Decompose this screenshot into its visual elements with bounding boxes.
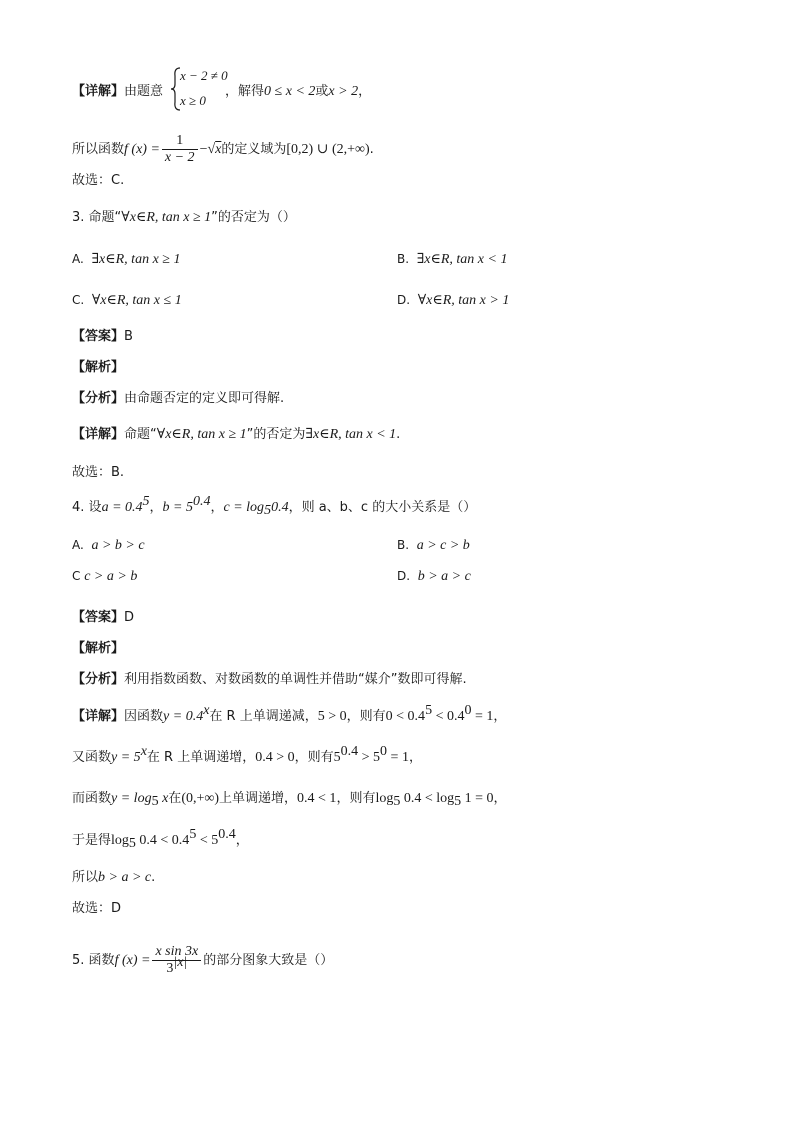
d3-in: 在	[168, 791, 182, 806]
d1-fn-sup: x	[203, 703, 210, 718]
answer-tag: 【答案】	[72, 610, 125, 625]
q4-c-tail: 0.4	[271, 500, 289, 515]
d2-cond: 0.4 > 0	[255, 750, 295, 765]
q4-option-c	[72, 566, 137, 587]
q5-number: 5.	[72, 953, 85, 968]
d5-end: .	[151, 870, 156, 885]
answer-value: D	[124, 610, 135, 625]
option-expr: ∀x∈R, tan x ≤ 1	[91, 293, 182, 308]
d1-fn: y = 0.4	[163, 709, 204, 724]
q4-b: b = 5	[162, 500, 193, 515]
q4-analysis	[72, 639, 124, 659]
option-label: A.	[72, 538, 84, 552]
d3-cond: 0.4 < 1	[297, 791, 337, 806]
q4-option-a	[72, 535, 145, 556]
q4-answer	[72, 608, 134, 628]
q5-fx: f (x) =	[114, 953, 151, 968]
option-expr: a > c > b	[416, 538, 470, 553]
d1-res2-sup: 0	[464, 703, 472, 718]
fraction	[162, 133, 198, 166]
domain-line	[72, 133, 374, 166]
analysis-tag: 【解析】	[72, 360, 125, 375]
d4-pre: 于是得	[72, 833, 112, 848]
d3-fn-sub: 5	[151, 794, 159, 809]
detail-prop: ∀x∈R, tan x ≥ 1	[156, 427, 247, 442]
q4-c: c = log	[223, 500, 265, 515]
detail-pre: 命题“	[124, 427, 157, 442]
question-4: 4. 设$a = 0.4^5$，$b = 5^{0.4}$，$c = \log_50.4$，则 a、b、c 的大小关系是（）	[72, 494, 477, 518]
detail-neg: ∃x∈R, tan x < 1	[305, 427, 397, 442]
d2-res2: > 5	[358, 750, 381, 765]
d5-expr: b > a > c	[98, 870, 152, 885]
q4-b-sup: 0.4	[192, 494, 211, 509]
option-expr: ∀x∈R, tan x > 1	[417, 293, 510, 308]
d3-end: ，	[493, 791, 507, 806]
q3-number: 3.	[72, 210, 85, 225]
d3-res: log	[375, 791, 394, 806]
option-expr: a > b > c	[91, 538, 145, 553]
d3-res3: 1 = 0	[461, 791, 494, 806]
q4-fenxi	[72, 670, 467, 690]
q4-c-sub: 5	[264, 503, 272, 518]
q3-analysis	[72, 358, 124, 378]
q4-detail-3	[72, 789, 507, 809]
domain-expr: [0,2) ∪ (2,+∞)	[286, 142, 370, 157]
fenxi-text: 由命题否定的定义即可得解.	[124, 391, 285, 406]
d2-fn: y = 5	[111, 750, 141, 765]
q4-option-b	[397, 535, 470, 556]
fraction-numerator: 1	[162, 133, 198, 150]
d4-b: 0.4 < 0.4	[135, 833, 190, 848]
detail-tag: 【详解】	[72, 709, 125, 724]
fenxi-text: 利用指数函数、对数函数的单调性并借助“媒介”数即可得解.	[124, 672, 467, 687]
option-label: A.	[72, 252, 84, 266]
d4-a-sub: 5	[128, 836, 136, 851]
d3-fn-tail: x	[158, 791, 169, 806]
q4-a: a = 0.4	[101, 500, 143, 515]
system-eq-2: x ≥ 0	[180, 93, 206, 108]
domain-mid: 的定义域为	[221, 142, 287, 157]
d1-then: ，则有	[346, 709, 386, 724]
d3-interval: (0,+∞)	[181, 791, 220, 806]
option-expr: c > a > b	[84, 569, 138, 584]
d1-mid: 在 R 上单调递减，	[209, 709, 318, 724]
q3-choose: 故选：B.	[72, 465, 125, 480]
q3-option-c	[72, 290, 182, 311]
q3-pre: 命题“	[88, 210, 122, 225]
q3-answer	[72, 327, 133, 347]
d5-pre: 所以	[72, 870, 99, 885]
d4-c: < 5	[196, 833, 219, 848]
q4-detail-2	[72, 744, 422, 768]
function-f: f (x) =	[124, 142, 160, 157]
d1-res2: < 0.4	[432, 709, 465, 724]
detail-tag: 【详解】	[72, 427, 125, 442]
q5-pre: 函数	[88, 953, 115, 968]
option-expr: ∃x∈R, tan x ≥ 1	[91, 252, 181, 267]
d1-cond: 5 > 0	[317, 709, 347, 724]
q3-option-d	[397, 290, 509, 311]
option-label: B.	[397, 252, 410, 266]
q3-post: ”的否定为（）	[211, 210, 296, 225]
d3-res2-sub: 5	[454, 794, 462, 809]
q3-option-b	[397, 249, 507, 270]
d2-res: 5	[333, 750, 341, 765]
q4-pre: 设	[88, 500, 102, 515]
d2-end: ，	[408, 750, 422, 765]
option-label: B.	[397, 538, 410, 552]
d2-then: ，则有	[294, 750, 334, 765]
d3-pre: 而函数	[72, 791, 112, 806]
solution-1: 0 ≤ x < 2	[264, 84, 316, 99]
q5-den-base: 3	[166, 961, 174, 976]
detail-end: ，	[358, 84, 372, 99]
q3-fenxi	[72, 389, 284, 409]
q3-proposition: ∀x∈R, tan x ≥ 1	[121, 210, 212, 225]
question-5	[72, 944, 333, 977]
d3-then: ，则有	[336, 791, 376, 806]
answer-value: B	[124, 329, 133, 344]
d3-res-sub: 5	[393, 794, 401, 809]
answer-tag: 【答案】	[72, 329, 125, 344]
d4-a: log	[111, 833, 129, 848]
q4-detail-5	[72, 868, 155, 888]
option-label: D.	[397, 293, 411, 307]
option-expr: ∃x∈R, tan x < 1	[416, 252, 508, 267]
option-label: C	[72, 569, 81, 583]
sqrt-arg: x	[215, 142, 222, 157]
q4-detail-1	[72, 703, 507, 727]
q3-detail	[72, 425, 400, 445]
detail-tag: 【详解】	[72, 84, 125, 99]
fenxi-tag: 【分析】	[72, 391, 125, 406]
d1-res3: = 1	[471, 709, 494, 724]
d4-c-sup: 0.4	[218, 827, 236, 842]
detail-mid: ，解得	[225, 84, 265, 99]
option-label: D.	[397, 569, 411, 583]
d1-res-sup: 5	[425, 703, 433, 718]
d4-end: ，	[235, 833, 249, 848]
q5-fraction	[152, 944, 201, 977]
q4-a-sup: 5	[142, 494, 150, 509]
q3-option-a	[72, 249, 180, 270]
question-3	[72, 208, 296, 228]
d2-pre: 又函数	[72, 750, 112, 765]
q4-post: ，则 a、b、c 的大小关系是（）	[288, 500, 477, 515]
system-eq-1: x − 2 ≠ 0	[180, 68, 228, 83]
d3-mid: 上单调递增，	[219, 791, 298, 806]
option-expr: b > a > c	[417, 569, 471, 584]
or-word: 或	[315, 84, 329, 99]
d1-res: 0 < 0.4	[385, 709, 426, 724]
d4-b-sup: 5	[189, 827, 197, 842]
detail-end: .	[396, 427, 401, 442]
d3-fn: y = log	[111, 791, 152, 806]
q5-post: 的部分图象大致是（）	[203, 953, 334, 968]
fenxi-tag: 【分析】	[72, 672, 125, 687]
q4-option-d	[397, 566, 471, 587]
q4-choose: 故选：D	[72, 901, 122, 916]
domain-pre: 所以函数	[72, 142, 125, 157]
d2-res3: = 1	[387, 750, 409, 765]
detail-lead: 由题意	[124, 84, 164, 99]
q5-denominator	[152, 955, 201, 977]
fraction-denominator: x − 2	[164, 150, 195, 165]
q5-den-sup: |x|	[173, 955, 188, 970]
d2-fn-sup: x	[140, 744, 147, 759]
minus-sign: −	[199, 142, 208, 157]
q5-numerator: x sin 3x	[152, 944, 201, 961]
sqrt-icon: √	[207, 142, 216, 157]
d1-end: ，	[493, 709, 507, 724]
d1-pre: 因函数	[124, 709, 164, 724]
option-label: C.	[72, 293, 85, 307]
d2-res2-sup: 0	[380, 744, 388, 759]
choose-q2: 故选：C.	[72, 173, 125, 188]
q4-detail-4	[72, 827, 249, 851]
d2-mid: 在 R 上单调递增，	[146, 750, 256, 765]
domain-end: .	[369, 142, 374, 157]
detail-mid: ”的否定为	[246, 427, 306, 442]
d2-res-sup: 0.4	[340, 744, 359, 759]
q4-number: 4.	[72, 500, 85, 515]
analysis-tag: 【解析】	[72, 641, 125, 656]
solution-2: x > 2	[328, 84, 359, 99]
d3-res2: 0.4 < log	[400, 791, 455, 806]
